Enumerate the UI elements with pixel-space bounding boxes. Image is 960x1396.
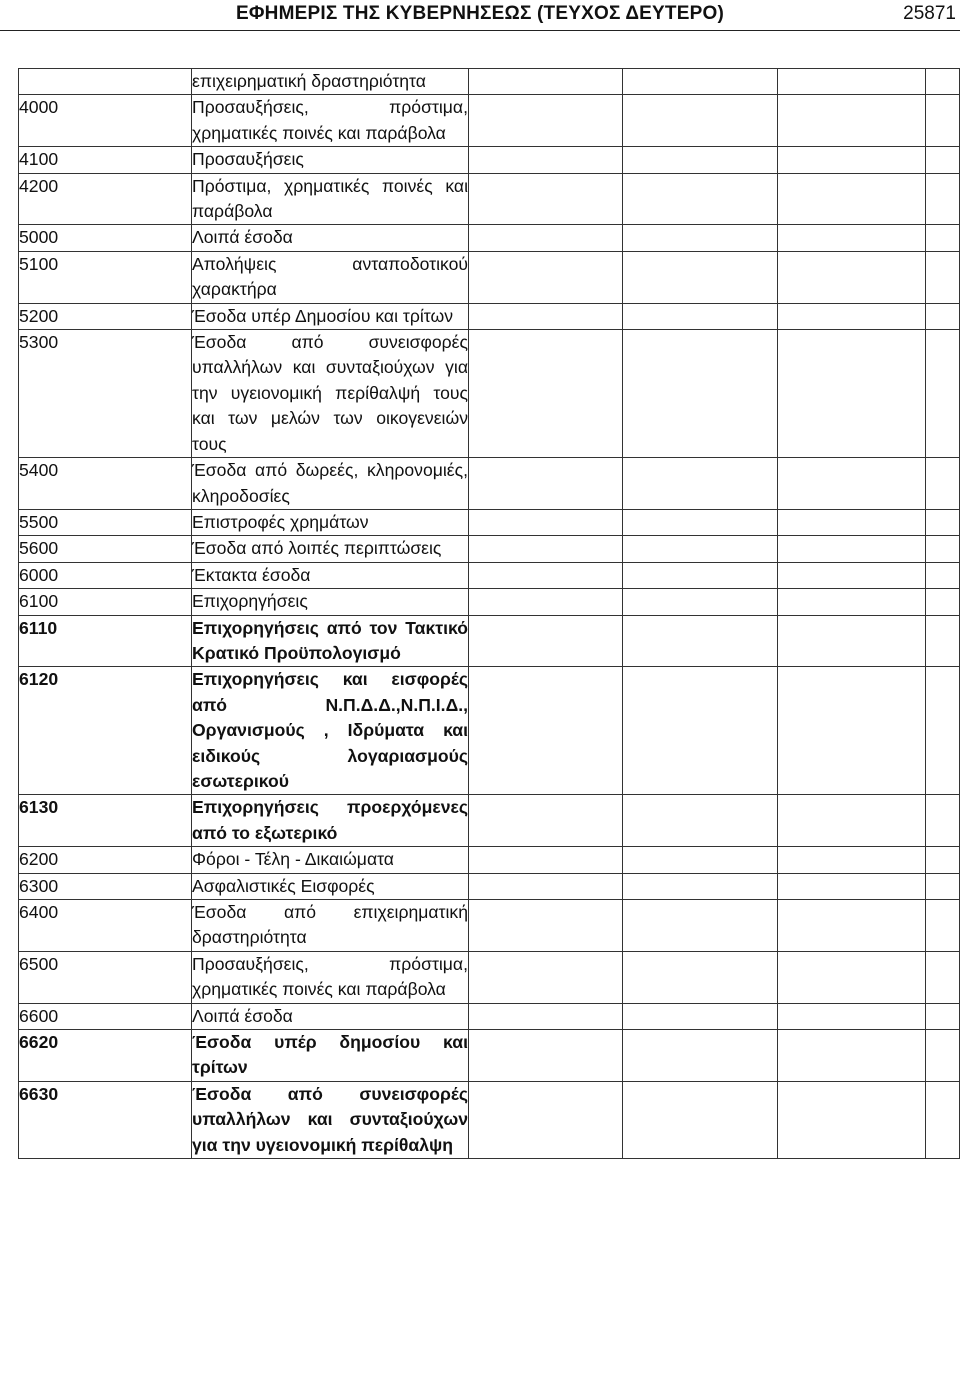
table-row [19, 251, 960, 303]
empty-amount-cell [778, 847, 926, 873]
empty-amount-cell [623, 536, 778, 562]
account-description: Επιστροφές χρημάτων [192, 509, 469, 535]
empty-amount-cell [926, 69, 960, 95]
empty-amount-cell [469, 303, 623, 329]
account-code: 6400 [19, 900, 192, 952]
empty-amount-cell [926, 536, 960, 562]
table-row [19, 147, 960, 173]
table-row [19, 1030, 960, 1082]
empty-amount-cell [926, 847, 960, 873]
empty-amount-cell [623, 589, 778, 615]
empty-amount-cell [926, 330, 960, 458]
empty-amount-cell [778, 458, 926, 510]
empty-amount-cell [623, 1003, 778, 1029]
empty-amount-cell [926, 225, 960, 251]
account-code: 5400 [19, 458, 192, 510]
table-row [19, 589, 960, 615]
account-description: Απολήψεις ανταποδοτικού χαρακτήρα [192, 251, 469, 303]
empty-amount-cell [926, 951, 960, 1003]
empty-amount-cell [469, 225, 623, 251]
empty-amount-cell [623, 951, 778, 1003]
account-description: Έσοδα από λοιπές περιπτώσεις [192, 536, 469, 562]
empty-amount-cell [469, 95, 623, 147]
empty-amount-cell [926, 1030, 960, 1082]
revenue-codes-table [18, 68, 960, 1159]
empty-amount-cell [469, 562, 623, 588]
table-row [19, 173, 960, 225]
empty-amount-cell [926, 303, 960, 329]
account-code: 6100 [19, 589, 192, 615]
empty-amount-cell [469, 509, 623, 535]
empty-amount-cell [623, 873, 778, 899]
empty-amount-cell [623, 303, 778, 329]
page-header [0, 0, 960, 31]
empty-amount-cell [469, 873, 623, 899]
empty-amount-cell [926, 900, 960, 952]
table-row [19, 458, 960, 510]
account-description: Έσοδα από δωρεές, κληρονομιές, κληροδοσίες [192, 458, 469, 510]
account-description: Προσαυξήσεις [192, 147, 469, 173]
empty-amount-cell [623, 173, 778, 225]
empty-amount-cell [926, 251, 960, 303]
account-code: 4000 [19, 95, 192, 147]
account-description: Πρόστιμα, χρηματικές ποινές και παράβολα [192, 173, 469, 225]
account-code: 6500 [19, 951, 192, 1003]
empty-amount-cell [623, 225, 778, 251]
empty-amount-cell [926, 1003, 960, 1029]
account-description: Επιχορηγήσεις [192, 589, 469, 615]
account-description: Έσοδα από επιχειρηματική δραστηριότητα [192, 900, 469, 952]
empty-amount-cell [469, 1081, 623, 1158]
account-code: 6300 [19, 873, 192, 899]
account-description: Έκτακτα έσοδα [192, 562, 469, 588]
empty-amount-cell [469, 589, 623, 615]
empty-amount-cell [469, 951, 623, 1003]
account-description: Έσοδα από συνεισφορές υπαλλήλων και συνταξιούχων για την υγειονομική περίθαλψη [192, 1081, 469, 1158]
empty-amount-cell [778, 667, 926, 795]
table-row [19, 69, 960, 95]
account-description: Προσαυξήσεις, πρόστιμα, χρηματικές ποινές και παράβολα [192, 95, 469, 147]
empty-amount-cell [926, 147, 960, 173]
empty-amount-cell [926, 95, 960, 147]
table-row [19, 951, 960, 1003]
account-code: 6110 [19, 615, 192, 667]
empty-amount-cell [926, 589, 960, 615]
empty-amount-cell [623, 615, 778, 667]
empty-amount-cell [623, 1030, 778, 1082]
account-description: Έσοδα υπέρ Δημοσίου και τρίτων [192, 303, 469, 329]
empty-amount-cell [926, 173, 960, 225]
table-row [19, 562, 960, 588]
empty-amount-cell [926, 795, 960, 847]
empty-amount-cell [469, 536, 623, 562]
empty-amount-cell [469, 847, 623, 873]
empty-amount-cell [623, 509, 778, 535]
empty-amount-cell [778, 1081, 926, 1158]
table-row [19, 330, 960, 458]
table-row [19, 900, 960, 952]
empty-amount-cell [469, 615, 623, 667]
journal-title: ΕΦΗΜΕΡΙΣ ΤΗΣ ΚΥΒΕΡΝΗΣΕΩΣ (ΤΕΥΧΟΣ ΔΕΥΤΕΡΟ) [236, 3, 724, 24]
empty-amount-cell [778, 225, 926, 251]
empty-amount-cell [623, 147, 778, 173]
account-code: 4100 [19, 147, 192, 173]
empty-amount-cell [778, 69, 926, 95]
empty-amount-cell [469, 795, 623, 847]
empty-amount-cell [623, 1081, 778, 1158]
account-description: Φόροι - Τέλη - Δικαιώματα [192, 847, 469, 873]
table-row [19, 509, 960, 535]
table-row [19, 873, 960, 899]
empty-amount-cell [623, 95, 778, 147]
empty-amount-cell [778, 615, 926, 667]
account-code: 6120 [19, 667, 192, 795]
account-description: Επιχορηγήσεις και εισφορές από Ν.Π.Δ.Δ.,Ν.Π.Ι.Δ., Οργανισμούς , Ιδρύματα και ειδικούς λογαριασμούς εσωτερικού [192, 667, 469, 795]
account-code: 6130 [19, 795, 192, 847]
empty-amount-cell [778, 303, 926, 329]
empty-amount-cell [778, 509, 926, 535]
account-description: Επιχορηγήσεις από τον Τακτικό Κρατικό Προϋπολογισμό [192, 615, 469, 667]
empty-amount-cell [469, 147, 623, 173]
account-code: 6620 [19, 1030, 192, 1082]
table-row [19, 536, 960, 562]
account-code: 5300 [19, 330, 192, 458]
empty-amount-cell [778, 173, 926, 225]
empty-amount-cell [778, 330, 926, 458]
account-code: 5600 [19, 536, 192, 562]
empty-amount-cell [926, 509, 960, 535]
account-description: Λοιπά έσοδα [192, 1003, 469, 1029]
empty-amount-cell [926, 562, 960, 588]
account-description: Έσοδα υπέρ δημοσίου και τρίτων [192, 1030, 469, 1082]
empty-amount-cell [778, 251, 926, 303]
empty-amount-cell [778, 900, 926, 952]
account-code: 5100 [19, 251, 192, 303]
page-number: 25871 [903, 3, 956, 24]
table-row [19, 667, 960, 795]
empty-amount-cell [469, 173, 623, 225]
table-body [19, 69, 960, 1159]
empty-amount-cell [623, 458, 778, 510]
account-code: 4200 [19, 173, 192, 225]
empty-amount-cell [778, 951, 926, 1003]
empty-amount-cell [469, 900, 623, 952]
table-row [19, 225, 960, 251]
empty-amount-cell [469, 458, 623, 510]
empty-amount-cell [623, 847, 778, 873]
empty-amount-cell [778, 873, 926, 899]
account-code [19, 69, 192, 95]
account-code: 5200 [19, 303, 192, 329]
empty-amount-cell [926, 615, 960, 667]
empty-amount-cell [623, 330, 778, 458]
empty-amount-cell [469, 251, 623, 303]
empty-amount-cell [469, 1030, 623, 1082]
account-description: Ασφαλιστικές Εισφορές [192, 873, 469, 899]
account-description: Έσοδα από συνεισφορές υπαλλήλων και συνταξιούχων για την υγειονομική περίθαλψή τους και των μελών των οικογενειών τους [192, 330, 469, 458]
table-row [19, 615, 960, 667]
account-code: 6630 [19, 1081, 192, 1158]
empty-amount-cell [469, 1003, 623, 1029]
table-row [19, 303, 960, 329]
account-code: 6600 [19, 1003, 192, 1029]
empty-amount-cell [623, 667, 778, 795]
empty-amount-cell [623, 562, 778, 588]
account-code: 5500 [19, 509, 192, 535]
account-description: Προσαυξήσεις, πρόστιμα, χρηματικές ποινές και παράβολα [192, 951, 469, 1003]
account-description: επιχειρηματική δραστηριότητα [192, 69, 469, 95]
empty-amount-cell [778, 536, 926, 562]
empty-amount-cell [469, 69, 623, 95]
empty-amount-cell [778, 95, 926, 147]
empty-amount-cell [778, 147, 926, 173]
empty-amount-cell [778, 1030, 926, 1082]
empty-amount-cell [469, 667, 623, 795]
empty-amount-cell [926, 1081, 960, 1158]
table-row [19, 95, 960, 147]
empty-amount-cell [623, 900, 778, 952]
account-description: Λοιπά έσοδα [192, 225, 469, 251]
table-row [19, 1081, 960, 1158]
table-row [19, 795, 960, 847]
empty-amount-cell [623, 795, 778, 847]
empty-amount-cell [623, 69, 778, 95]
empty-amount-cell [926, 458, 960, 510]
empty-amount-cell [926, 873, 960, 899]
empty-amount-cell [926, 667, 960, 795]
empty-amount-cell [778, 562, 926, 588]
table-row [19, 847, 960, 873]
empty-amount-cell [469, 330, 623, 458]
account-code: 6200 [19, 847, 192, 873]
empty-amount-cell [623, 251, 778, 303]
table-row [19, 1003, 960, 1029]
account-code: 5000 [19, 225, 192, 251]
empty-amount-cell [778, 795, 926, 847]
account-code: 6000 [19, 562, 192, 588]
empty-amount-cell [778, 589, 926, 615]
account-description: Επιχορηγήσεις προερχόμενες από το εξωτερικό [192, 795, 469, 847]
empty-amount-cell [778, 1003, 926, 1029]
